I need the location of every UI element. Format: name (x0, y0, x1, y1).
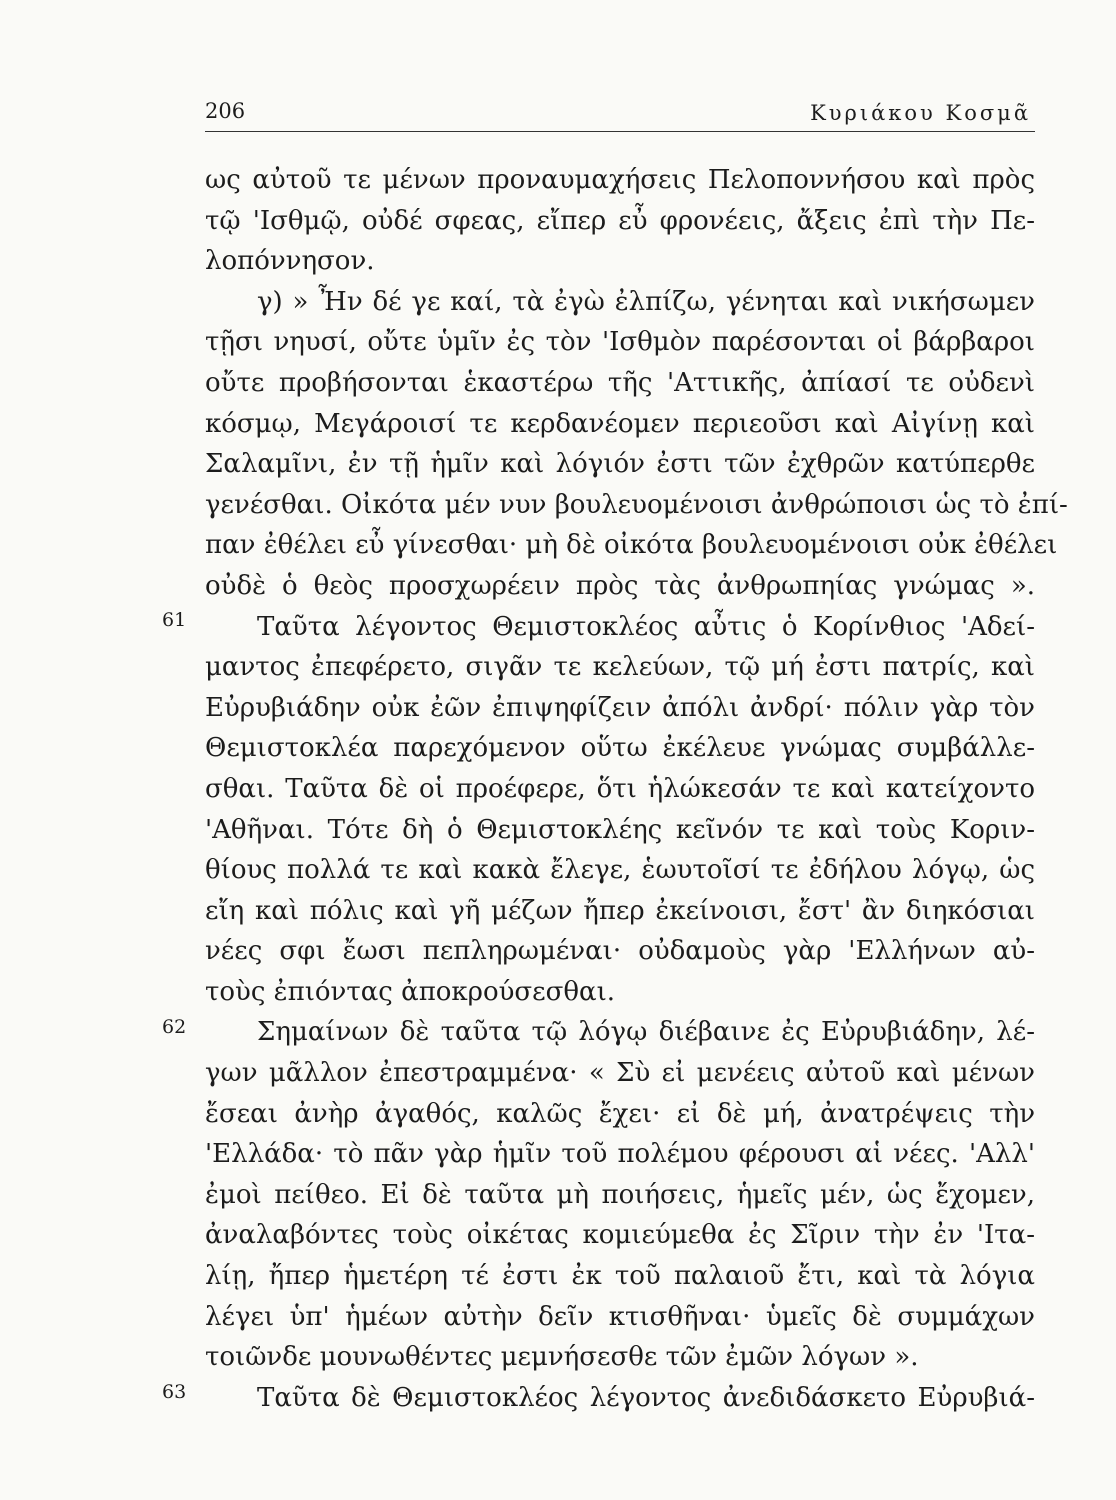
section-number-63: 63 (162, 1381, 187, 1403)
text-line: γενέσθαι. Οἰκότα μέν νυν βουλευομένοισι ἀνθρώποισι ὡς τὸ ἐπί- (205, 489, 1068, 520)
page-number: 206 (205, 99, 246, 123)
section-number-61: 61 (162, 609, 187, 631)
text-line: Εὐρυβιάδην οὐκ ἐῶν ἐπιψηφίζειν ἀπόλι ἀνδρί· πόλιν γὰρ τὸν (205, 692, 1035, 723)
running-head: Κυριάκου Κοσμᾶ (810, 101, 1031, 125)
text-line: τῷ 'Ισθμῷ, οὐδέ σφεας, εἴπερ εὖ φρονέεις, ἄξεις ἐπὶ τὴν Πε- (205, 205, 1035, 236)
text-line: τοὺς ἐπιόντας ἀποκρούσεσθαι. (205, 976, 616, 1007)
body-text (205, 160, 1068, 1418)
text-line: οὐδὲ ὁ θεὸς προσχωρέειν πρὸς τὰς ἀνθρωπηίας γνώμας ». (205, 570, 1035, 601)
page-header (205, 95, 1035, 132)
text-line: οὔτε προβήσονται ἑκαστέρω τῆς 'Αττικῆς, ἀπίασί τε οὐδενὶ (205, 367, 1035, 398)
text-line: Ταῦτα λέγοντος Θεμιστοκλέος αὖτις ὁ Κορίνθιος 'Αδεί- (257, 611, 1035, 642)
section-number-62: 62 (162, 1016, 187, 1038)
text-line: Θεμιστοκλέα παρεχόμενον οὕτω ἐκέλευε γνώμας συμβάλλε- (205, 733, 1035, 764)
text-line: γων μᾶλλον ἐπεστραμμένα· « Σὺ εἰ μενέεις αὐτοῦ καὶ μένων (205, 1058, 1035, 1089)
text-line: ἔσεαι ἀνὴρ ἀγαθός, καλῶς ἔχει· εἰ δὲ μή, ἀνατρέψεις τὴν (205, 1098, 1035, 1129)
text-line: μαντος ἐπεφέρετο, σιγᾶν τε κελεύων, τῷ μή ἐστι πατρίς, καὶ (205, 652, 1035, 683)
text-line: εἴη καὶ πόλις καὶ γῆ μέζων ἤπερ ἐκείνοισι, ἔστ' ἂν διηκόσιαι (205, 895, 1035, 926)
text-line: 'Αθῆναι. Τότε δὴ ὁ Θεμιστοκλέης κεῖνόν τε καὶ τοὺς Κοριν- (205, 814, 1035, 845)
text-line: λίῃ, ἤπερ ἡμετέρη τέ ἐστι ἐκ τοῦ παλαιοῦ ἔτι, καὶ τὰ λόγια (205, 1261, 1035, 1292)
text-line: λέγει ὑπ' ἡμέων αὐτὴν δεῖν κτισθῆναι· ὑμεῖς δὲ συμμάχων (205, 1301, 1035, 1332)
text-line: ἀναλαβόντες τοὺς οἰκέτας κομιεύμεθα ἐς Σῖριν τὴν ἐν 'Ιτα- (205, 1220, 1035, 1251)
text-line: τῇσι νηυσί, οὔτε ὑμῖν ἐς τὸν 'Ισθμὸν παρέσονται οἱ βάρβαροι (205, 327, 1035, 358)
text-line: παν ἐθέλει εὖ γίνεσθαι· μὴ δὲ οἰκότα βουλευομένοισι οὐκ ἐθέλει (205, 530, 1058, 561)
text-line: γ) » Ἦν δέ γε καί, τὰ ἐγὼ ἐλπίζω, γένηται καὶ νικήσωμεν (257, 286, 1035, 317)
text-line: σθαι. Ταῦτα δὲ οἱ προέφερε, ὅτι ἡλώκεσάν τε καὶ κατείχοντο (205, 773, 1035, 804)
text-line: κόσμῳ, Μεγάροισί τε κερδανέομεν περιεοῦσι καὶ Αἰγίνῃ καὶ (205, 408, 1035, 439)
text-line: Σαλαμῖνι, ἐν τῇ ἡμῖν καὶ λόγιόν ἐστι τῶν ἐχθρῶν κατύπερθε (205, 449, 1035, 480)
text-line: 'Ελλάδα· τὸ πᾶν γὰρ ἡμῖν τοῦ πολέμου φέρουσι αἱ νέες. 'Αλλ' (205, 1139, 1035, 1170)
text-line: ἐμοὶ πείθεο. Εἰ δὲ ταῦτα μὴ ποιήσεις, ἡμεῖς μέν, ὡς ἔχομεν, (205, 1179, 1035, 1210)
text-line: νέες σφι ἔωσι πεπληρωμέναι· οὐδαμοὺς γὰρ 'Ελλήνων αὐ- (205, 936, 1035, 967)
text-line: θίους πολλά τε καὶ κακὰ ἔλεγε, ἑωυτοῖσί τε ἐδήλου λόγῳ, ὡς (205, 855, 1035, 886)
text-line: ως αὐτοῦ τε μένων προναυμαχήσεις Πελοποννήσου καὶ πρὸς (205, 165, 1035, 195)
text-line: λοπόννησον. (205, 246, 375, 277)
text-line: τοιῶνδε μουνωθέντες μεμνήσεσθε τῶν ἐμῶν λόγων ». (205, 1342, 919, 1373)
text-line: Ταῦτα δὲ Θεμιστοκλέος λέγοντος ἀνεδιδάσκετο Εὐρυβιά- (257, 1382, 1035, 1413)
text-line: Σημαίνων δὲ ταῦτα τῷ λόγῳ διέβαινε ἐς Εὐρυβιάδην, λέ- (257, 1017, 1035, 1048)
